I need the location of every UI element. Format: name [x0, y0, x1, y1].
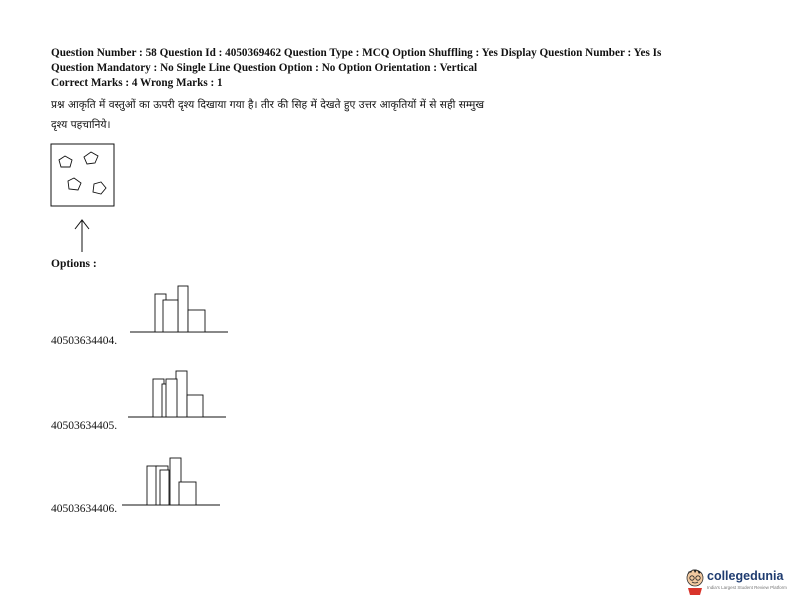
bar-block: [187, 395, 203, 417]
metadata-line-2: Question Mandatory : No Single Line Question Option : No Option Orientation : Vertical: [51, 62, 478, 74]
option-figure-3[interactable]: [122, 456, 222, 508]
bar-block: [163, 300, 178, 332]
option-figure-1[interactable]: [130, 284, 230, 334]
bar-block: [178, 286, 188, 332]
bar-block: [160, 470, 169, 505]
pentagon-object: [93, 182, 106, 194]
question-figure: [50, 143, 116, 255]
options-label: Options :: [51, 258, 97, 270]
collegedunia-logo-icon: [684, 566, 706, 596]
bar-block: [166, 379, 177, 417]
bar-block: [188, 310, 205, 332]
metadata-line-3: Correct Marks : 4 Wrong Marks : 1: [51, 77, 223, 89]
pentagon-object: [68, 178, 81, 190]
bar-block: [179, 482, 196, 505]
pentagon-object: [84, 152, 98, 164]
top-view-box: [51, 144, 114, 206]
bar-block: [176, 371, 187, 417]
option-id-3[interactable]: 40503634406.: [51, 503, 118, 515]
option-id-2[interactable]: 40503634405.: [51, 420, 118, 432]
logo-tagline: India's Largest Student Review Platform: [707, 585, 787, 590]
logo-brand-text: collegedunia: [707, 569, 784, 583]
question-line-2: दृश्य पहचानिये।: [51, 119, 111, 131]
question-metadata: [51, 46, 751, 91]
metadata-line-1: Question Number : 58 Question Id : 4050369462 Question Type : MCQ Option Shuffling : Yes Display Question Number : Yes Is: [51, 47, 662, 59]
pentagon-object: [59, 156, 72, 167]
question-line-1: प्रश्न आकृति में वस्तुओं का ऊपरी दृश्य दिखाया गया है। तीर की सिह में देखते हुए उत्तर आकृतियों में से सही सम्मुख: [51, 99, 485, 111]
option-figure-2[interactable]: [128, 369, 228, 419]
question-text: [51, 95, 691, 135]
option-id-1[interactable]: 40503634404.: [51, 335, 118, 347]
